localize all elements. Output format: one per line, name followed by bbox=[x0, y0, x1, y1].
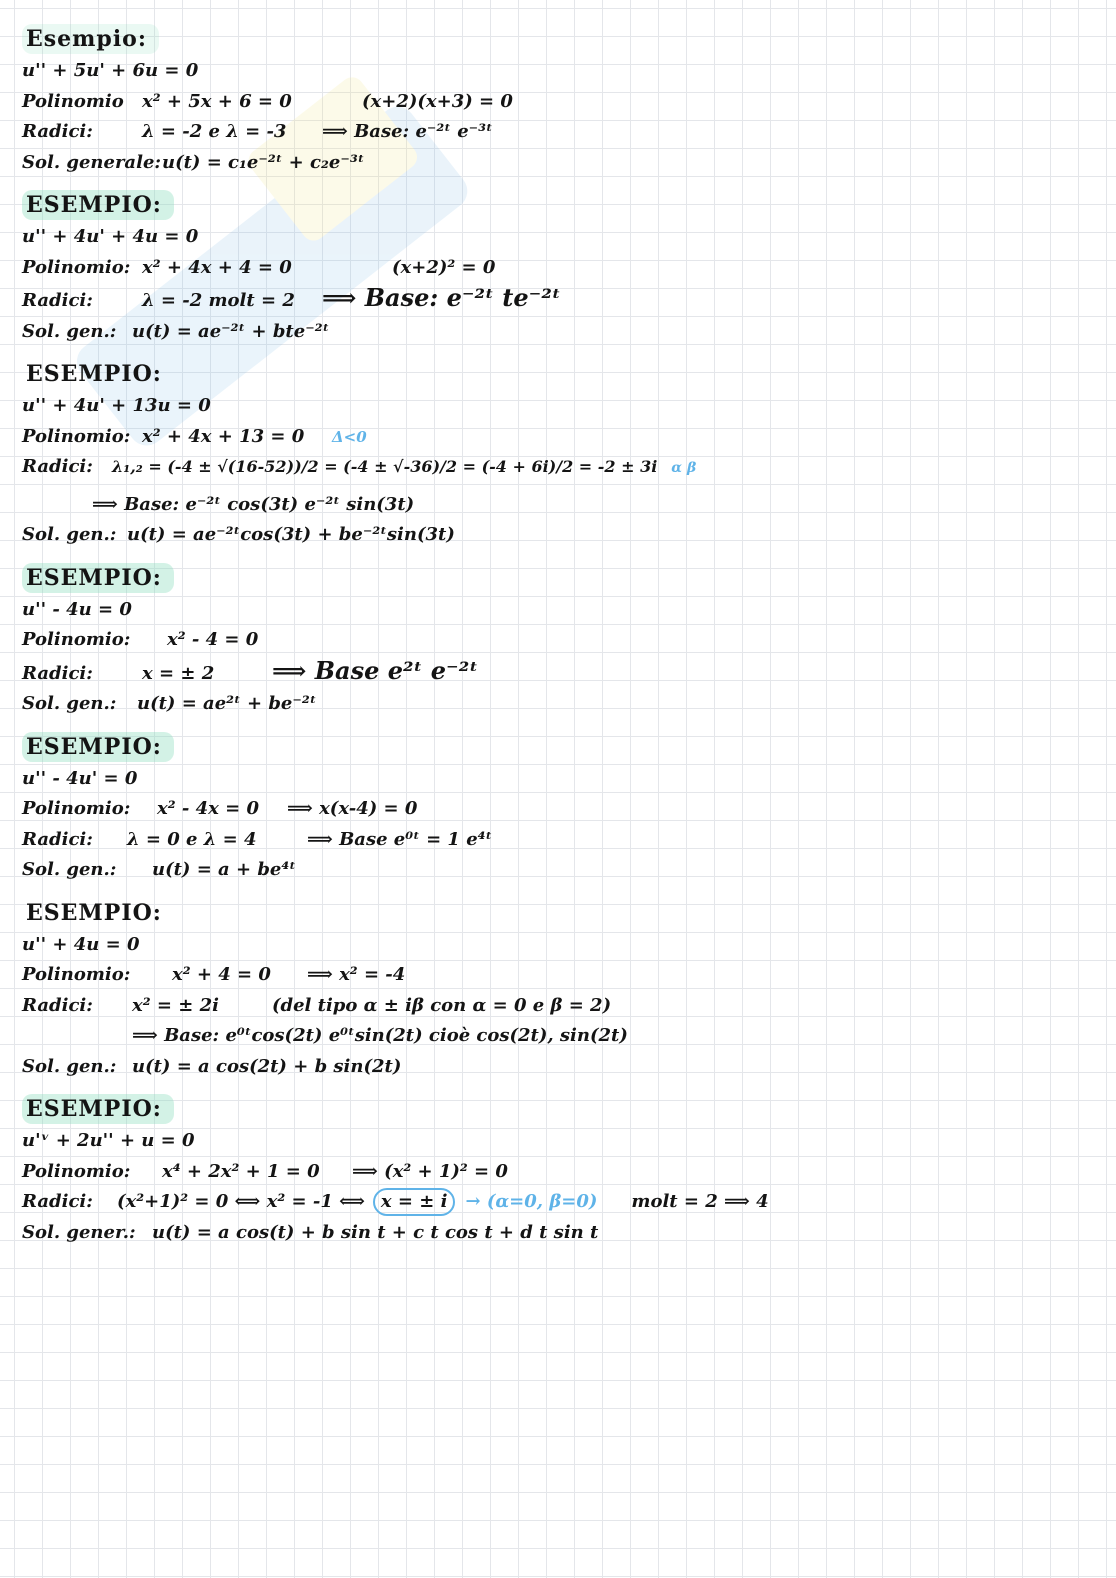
polynomial-line bbox=[22, 794, 1092, 825]
equation-line bbox=[22, 56, 1092, 87]
example-heading: ESEMPIO: bbox=[22, 732, 174, 762]
roots-values: λ = 0 e λ = 4 bbox=[127, 828, 257, 850]
roots-line bbox=[22, 283, 1092, 317]
basis: ⟹ Base: e⁻²ᵗ te⁻²ᵗ bbox=[322, 283, 561, 312]
roots-values: λ = -2 e λ = -3 bbox=[142, 121, 287, 142]
polynomial-line bbox=[22, 1157, 1092, 1188]
example-5 bbox=[22, 732, 1092, 886]
general-solution: u(t) = a cos(2t) + b sin(2t) bbox=[132, 1055, 402, 1077]
polynomial-line bbox=[22, 253, 1092, 284]
differential-equation: u'' + 4u' + 4u = 0 bbox=[22, 226, 199, 247]
differential-equation: u'' + 4u' + 13u = 0 bbox=[22, 395, 211, 416]
solution-label: Sol. gen.: bbox=[22, 693, 117, 714]
basis: ⟹ Base: e⁻²ᵗ e⁻³ᵗ bbox=[322, 121, 493, 142]
example-heading: ESEMPIO: bbox=[22, 190, 174, 220]
roots-label: Radici: bbox=[22, 456, 93, 477]
basis: ⟹ Base: e⁻²ᵗ cos(3t) e⁻²ᵗ sin(3t) bbox=[92, 493, 415, 515]
differential-equation: u'ᵛ + 2u'' + u = 0 bbox=[22, 1130, 195, 1151]
roots-values: λ = -2 molt = 2 bbox=[142, 290, 295, 311]
polynomial-label: Polinomio: bbox=[22, 798, 131, 819]
differential-equation: u'' - 4u = 0 bbox=[22, 598, 132, 620]
alpha-beta-annotation: α β bbox=[671, 460, 697, 476]
solution-label: Sol. generale: bbox=[22, 151, 162, 173]
general-solution: u(t) = a cos(t) + b sin t + c t cos t + d t sin t bbox=[152, 1221, 599, 1243]
solution-line bbox=[22, 1052, 1092, 1083]
alpha-beta-annotation: → (α=0, β=0) bbox=[465, 1191, 598, 1212]
polynomial-line bbox=[22, 960, 1092, 991]
example-heading: ESEMPIO: bbox=[22, 563, 174, 593]
solution-line bbox=[22, 520, 1092, 551]
general-solution: u(t) = c₁e⁻²ᵗ + c₂e⁻³ᵗ bbox=[162, 151, 365, 173]
roots-line bbox=[22, 991, 1092, 1022]
polynomial-label: Polinomio: bbox=[22, 256, 131, 278]
solution-line bbox=[22, 148, 1092, 179]
factored-polynomial: ⟹ x(x-4) = 0 bbox=[287, 798, 418, 819]
roots-line bbox=[22, 452, 1092, 484]
polynomial-equation: x² - 4x = 0 bbox=[157, 798, 260, 819]
polynomial-line bbox=[22, 87, 1092, 118]
equation-line bbox=[22, 930, 1092, 961]
basis-line bbox=[22, 1021, 1092, 1052]
differential-equation: u'' + 4u = 0 bbox=[22, 933, 140, 955]
polynomial-label: Polinomio: bbox=[22, 425, 131, 447]
solution-label: Sol. gen.: bbox=[22, 320, 117, 342]
polynomial-equation: x² + 4x + 4 = 0 bbox=[142, 256, 292, 278]
polynomial-line bbox=[22, 422, 1092, 453]
general-solution: u(t) = a + be⁴ᵗ bbox=[152, 859, 296, 880]
solution-line bbox=[22, 855, 1092, 886]
factored-polynomial: (x+2)² = 0 bbox=[392, 256, 496, 278]
polynomial-equation: x² + 4x + 13 = 0 bbox=[142, 425, 305, 447]
equation-line bbox=[22, 595, 1092, 626]
roots-line bbox=[22, 825, 1092, 856]
roots-line bbox=[22, 1187, 1092, 1218]
polynomial-equation: x² + 5x + 6 = 0 bbox=[142, 90, 292, 112]
example-7 bbox=[22, 1094, 1092, 1248]
equation-line bbox=[22, 1126, 1092, 1157]
polynomial-line bbox=[22, 625, 1092, 656]
factored-polynomial: (x+2)(x+3) = 0 bbox=[362, 90, 513, 112]
general-solution: u(t) = ae⁻²ᵗ + bte⁻²ᵗ bbox=[132, 320, 330, 342]
basis: ⟹ Base e²ᵗ e⁻²ᵗ bbox=[272, 655, 479, 685]
example-heading: Esempio: bbox=[22, 24, 159, 54]
roots-line bbox=[22, 656, 1092, 690]
roots-label: Radici: bbox=[22, 994, 93, 1016]
solution-label: Sol. gen.: bbox=[22, 1055, 117, 1077]
basis: ⟹ Base: e⁰ᵗcos(2t) e⁰ᵗsin(2t) cioè cos(2t), sin(2t) bbox=[132, 1025, 628, 1046]
roots-line bbox=[22, 117, 1092, 148]
example-6 bbox=[22, 898, 1092, 1083]
roots-computation: λ₁,₂ = (-4 ± √(16-52))/2 = (-4 ± √-36)/2 = (-4 + 6i)/2 = -2 ± 3i bbox=[112, 457, 658, 476]
polynomial-label: Polinomio: bbox=[22, 964, 131, 985]
equation-line bbox=[22, 764, 1092, 795]
basis: ⟹ Base e⁰ᵗ = 1 e⁴ᵗ bbox=[307, 828, 493, 850]
solution-label: Sol. gen.: bbox=[22, 524, 117, 545]
example-3 bbox=[22, 359, 1092, 551]
factored-polynomial: ⟹ (x² + 1)² = 0 bbox=[352, 1160, 508, 1182]
differential-equation: u'' - 4u' = 0 bbox=[22, 767, 138, 789]
roots-values: x² = ± 2i bbox=[132, 994, 219, 1016]
equation-line bbox=[22, 222, 1092, 253]
roots-label: Radici: bbox=[22, 1191, 93, 1212]
solution-line bbox=[22, 1218, 1092, 1249]
differential-equation: u'' + 5u' + 6u = 0 bbox=[22, 60, 199, 81]
polynomial-label: Polinomio: bbox=[22, 1160, 131, 1182]
solution-label: Sol. gener.: bbox=[22, 1221, 136, 1243]
roots-label: Radici: bbox=[22, 290, 93, 311]
example-heading: ESEMPIO: bbox=[26, 899, 162, 926]
rearranged-equation: ⟹ x² = -4 bbox=[307, 964, 406, 985]
example-heading: ESEMPIO: bbox=[26, 361, 162, 387]
roots-label: Radici: bbox=[22, 662, 93, 684]
notes-page bbox=[22, 24, 1092, 1248]
general-solution: u(t) = ae⁻²ᵗcos(3t) + be⁻²ᵗsin(3t) bbox=[127, 524, 455, 545]
roots-label: Radici: bbox=[22, 828, 93, 850]
multiplicity-note: molt = 2 ⟹ 4 bbox=[631, 1191, 769, 1212]
polynomial-equation: x⁴ + 2x² + 1 = 0 bbox=[162, 1160, 320, 1182]
circled-roots: x = ± i bbox=[373, 1188, 456, 1216]
polynomial-equation: x² - 4 = 0 bbox=[167, 629, 259, 650]
solution-line bbox=[22, 689, 1092, 720]
example-heading: ESEMPIO: bbox=[22, 1094, 174, 1124]
basis-line bbox=[22, 490, 1092, 521]
polynomial-equation: x² + 4 = 0 bbox=[172, 964, 271, 985]
general-solution: u(t) = ae²ᵗ + be⁻²ᵗ bbox=[137, 693, 317, 714]
example-4 bbox=[22, 563, 1092, 720]
example-2 bbox=[22, 190, 1092, 347]
roots-values: x = ± 2 bbox=[142, 662, 215, 684]
solution-label: Sol. gen.: bbox=[22, 859, 117, 880]
roots-computation: (x²+1)² = 0 ⟺ x² = -1 ⟺ bbox=[117, 1191, 365, 1212]
solution-line bbox=[22, 317, 1092, 348]
roots-note: (del tipo α ± iβ con α = 0 e β = 2) bbox=[272, 994, 612, 1016]
polynomial-label: Polinomio bbox=[22, 90, 124, 112]
example-1 bbox=[22, 24, 1092, 178]
polynomial-label: Polinomio: bbox=[22, 629, 131, 650]
discriminant-note: Δ<0 bbox=[332, 427, 367, 446]
roots-label: Radici: bbox=[22, 121, 93, 142]
equation-line bbox=[22, 391, 1092, 422]
